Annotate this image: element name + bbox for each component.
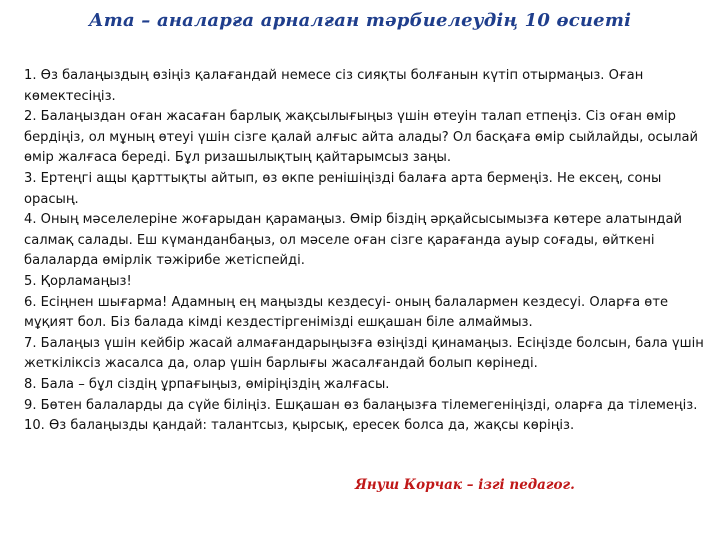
commandment-5: 5. Қорламаңыз! <box>24 273 132 289</box>
commandment-4: 4. Оның мәселелеріне жоғарыдан қарамаңыз. Өмір біздің әрқайсысымызға көтере алатындай салмақ салады. Еш күманданбаңыз, ол мәселе оған сізге қарағанда ауыр соғады, өйткені балаларда өмірлік тәжірибе жетіспейді. <box>24 212 683 269</box>
commandment-6: 6. Есіңнен шығарма! Адамның ең маңызды кездесуі- оның балалармен кездесуі. Оларға өте мұқият бол. Біз балада кімді кездестіргенімізді ешқашан біле алмаймыз. <box>24 294 668 331</box>
commandments-list <box>24 66 704 437</box>
page-title: Ата – аналарға арналған тәрбиелеудің 10 өсиеті <box>88 10 632 31</box>
commandment-10: 10. Өз балаңызды қандай: талантсыз, қырсық, ересек болса да, жақсы көріңіз. <box>24 418 575 434</box>
commandment-9: 9. Бөтен балаларды да сүйе біліңіз. Ешқашан өз балаңызға тілемегеніңізді, оларға да тілемеңіз. <box>24 397 698 413</box>
commandment-3: 3. Ертеңгі ащы қарттықты айтып, өз өкпе ренішіңізді балаға арта бермеңіз. Не ексең, соны орасың. <box>24 170 662 207</box>
author-signature: Януш Корчак – ізгі педагог. <box>355 477 575 493</box>
commandment-2: 2. Балаңыздан оған жасаған барлық жақсылығыңыз үшін өтеуін талап етпеңіз. Сіз оған өмір бердіңіз, ол мұның өтеуі үшін сізге қалай алғыс айта алады? Ол басқаға өмір сыйлайды, осылай өмір жалғаса береді. Бұл ризашылықтың қайтарымсыз заңы. <box>24 109 699 166</box>
commandment-1: 1. Өз балаңыздың өзіңіз қалағандай немесе сіз сияқты болғанын күтіп отырмаңыз. Оған көмектесіңіз. <box>24 68 644 104</box>
commandment-7: 7. Балаңыз үшін кейбір жасай алмағандарыңызға өзіңізді қинамаңыз. Есіңізде болсын, бала үшін жеткіліксіз жасалса да, олар үшін барлығы жасалғандай болып көрінеді. <box>24 335 704 372</box>
commandment-8: 8. Бала – бұл сіздің ұрпағыңыз, өміріңіздің жалғасы. <box>24 376 390 392</box>
